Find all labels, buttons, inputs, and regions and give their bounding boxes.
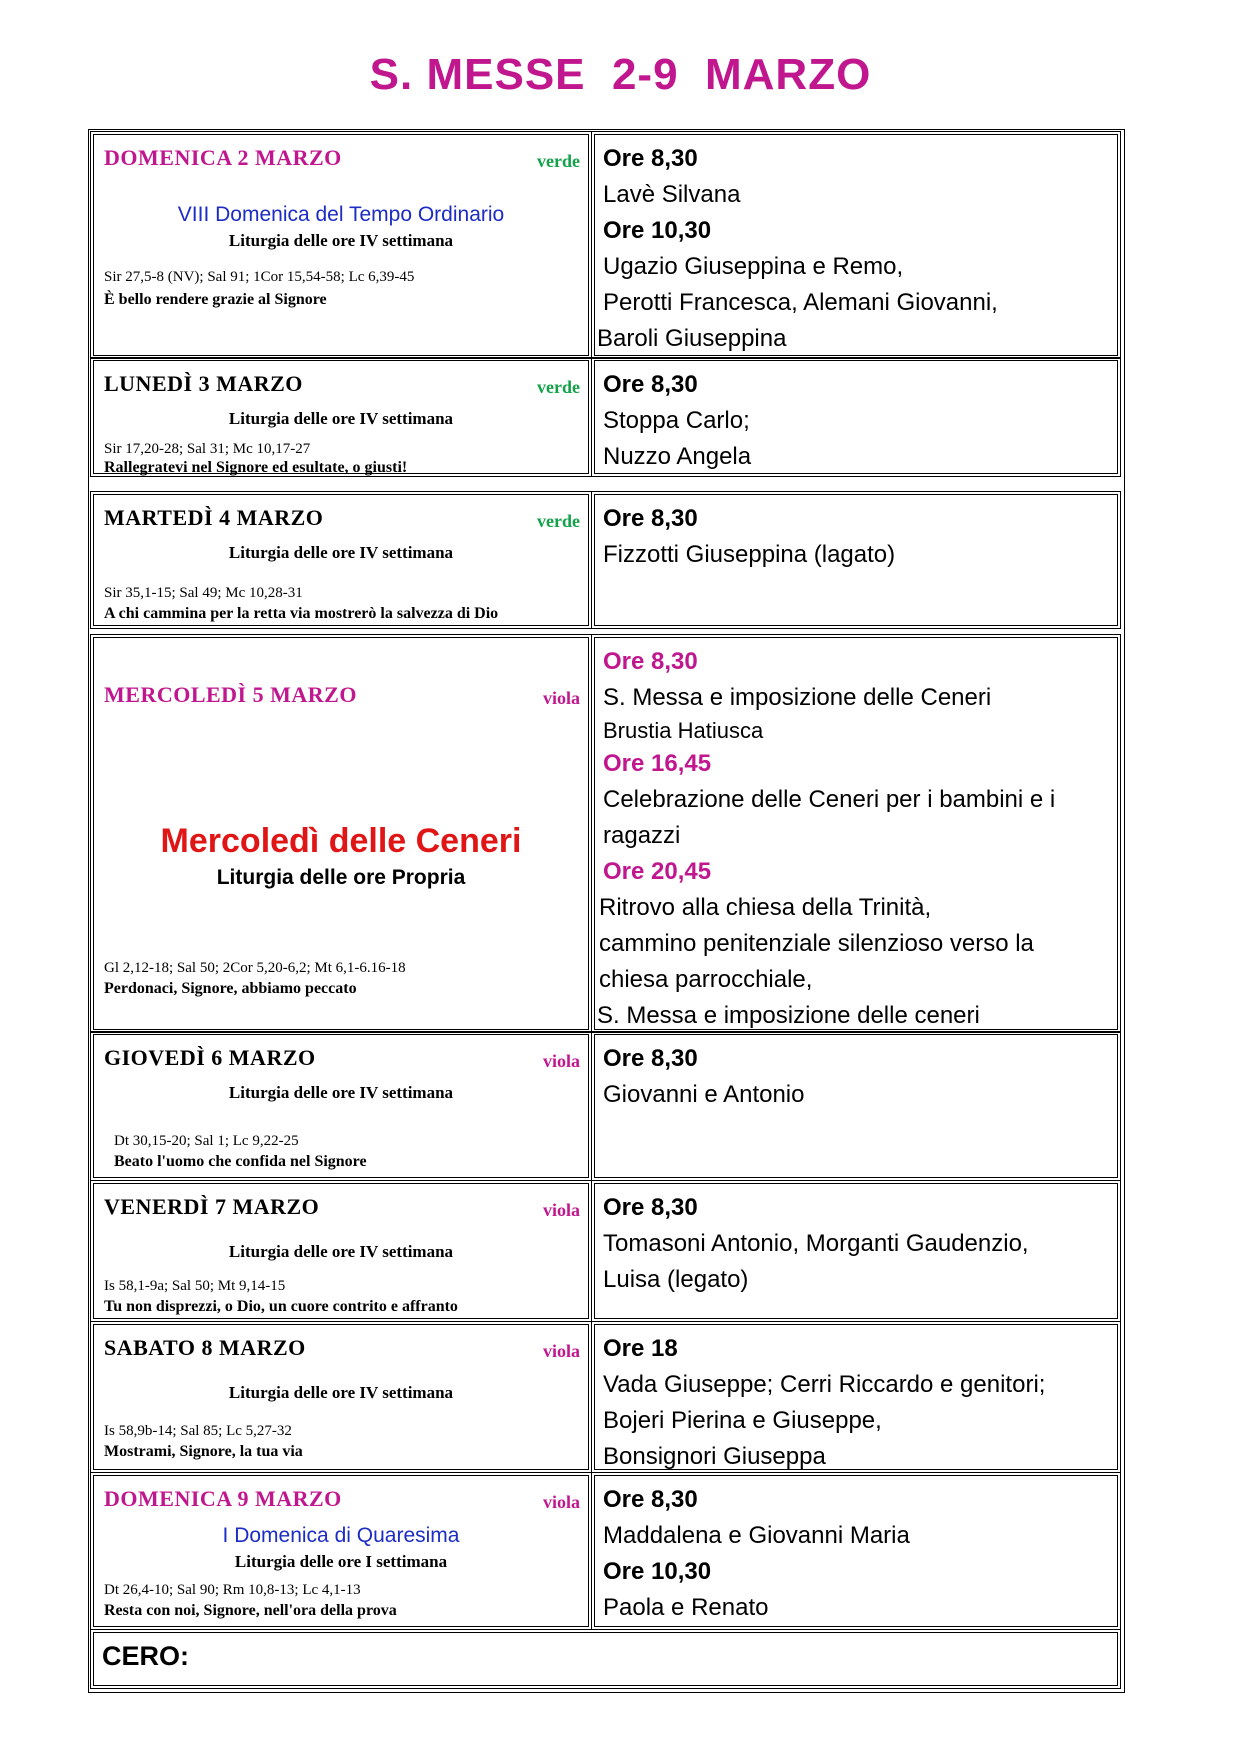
mass-intention: chiesa parrocchiale, (599, 966, 813, 993)
mass-intention: Tomasoni Antonio, Morganti Gaudenzio, (603, 1230, 1029, 1257)
mass-intention: Ugazio Giuseppina e Remo, (603, 253, 904, 280)
mass-intention: ragazzi (603, 822, 681, 849)
day-title: LUNEDÌ 3 MARZO (104, 371, 303, 396)
day-title: DOMENICA 9 MARZO (104, 1486, 342, 1511)
mass-cell-venerdi-7 (594, 1183, 1118, 1319)
mass-intention: Brustia Hatiusca (603, 718, 764, 743)
readings: Sir 35,1-15; Sal 49; Mc 10,28-31 (104, 585, 303, 601)
day-title: MERCOLEDÌ 5 MARZO (104, 682, 357, 707)
psalm-response: Beato l'uomo che confida nel Signore (114, 1153, 367, 1170)
day-title: DOMENICA 2 MARZO (104, 145, 342, 170)
page-title: S. MESSE 2-9 MARZO (369, 50, 872, 99)
mass-intention: Bojeri Pierina e Giuseppe, (603, 1407, 882, 1434)
psalm-response: È bello rendere grazie al Signore (104, 291, 327, 308)
mass-time: Ore 8,30 (603, 1194, 698, 1221)
psalm-response: Rallegratevi nel Signore ed esultate, o giusti! (104, 459, 408, 476)
day-cell-sabato-8 (93, 1324, 589, 1470)
readings: Dt 30,15-20; Sal 1; Lc 9,22-25 (114, 1133, 299, 1149)
mass-intention: Giovanni e Antonio (603, 1081, 805, 1108)
mass-list (597, 644, 1111, 1034)
mass-cell-martedi-4 (594, 494, 1118, 626)
mass-list (603, 1482, 1111, 1626)
psalm-response: Resta con noi, Signore, nell'ora della prova (104, 1602, 397, 1619)
mass-intention: Nuzzo Angela (603, 443, 752, 470)
mass-list (603, 1041, 1111, 1113)
mass-time: Ore 10,30 (603, 217, 712, 244)
mass-time: Ore 8,30 (603, 371, 698, 398)
readings: Sir 17,20-28; Sal 31; Mc 10,17-27 (104, 441, 311, 457)
mass-intention: Fizzotti Giuseppina (lagato) (603, 541, 896, 568)
day-cell-domenica-2 (93, 134, 589, 356)
mass-intention: Ritrovo alla chiesa della Trinità, (599, 894, 932, 921)
psalm-response: Perdonaci, Signore, abbiamo peccato (104, 980, 357, 997)
liturgical-color: viola (542, 1492, 580, 1512)
liturgical-color: viola (542, 1200, 580, 1220)
mass-intention: cammino penitenziale silenzioso verso la (599, 930, 1034, 957)
liturgical-color: viola (542, 688, 580, 708)
mass-time: Ore 18 (603, 1335, 678, 1362)
readings: Gl 2,12-18; Sal 50; 2Cor 5,20-6,2; Mt 6,1-6.16-18 (104, 960, 406, 976)
feast-title: I Domenica di Quaresima (222, 1524, 460, 1547)
psalm-response: Tu non disprezzi, o Dio, un cuore contrito e affranto (104, 1298, 458, 1315)
mass-intention: Celebrazione delle Ceneri per i bambini e i (603, 786, 1056, 813)
day-cell-mercoledi-5 (93, 637, 589, 1030)
mass-cell-lunedi-3 (594, 360, 1118, 474)
feast-title: Mercoledì delle Ceneri (160, 822, 522, 860)
day-cell-martedi-4 (93, 494, 589, 626)
liturgy-hours: Liturgia delle ore IV settimana (228, 409, 454, 428)
mass-time: Ore 20,45 (603, 858, 712, 885)
cero-label: CERO: (102, 1641, 189, 1671)
mass-cell-giovedi-6 (594, 1034, 1118, 1178)
day-title: SABATO 8 MARZO (104, 1335, 306, 1360)
mass-intention: Perotti Francesca, Alemani Giovanni, (603, 289, 998, 316)
day-title: GIOVEDÌ 6 MARZO (104, 1045, 316, 1070)
mass-intention: S. Messa e imposizione delle ceneri (597, 1002, 980, 1029)
mass-intention: Maddalena e Giovanni Maria (603, 1522, 910, 1549)
liturgical-color: viola (542, 1051, 580, 1071)
psalm-response: A chi cammina per la retta via mostrerò la salvezza di Dio (104, 605, 499, 622)
mass-time: Ore 8,30 (603, 1486, 698, 1513)
mass-intention: S. Messa e imposizione delle Ceneri (603, 684, 992, 711)
mass-cell-mercoledi-5 (594, 637, 1118, 1030)
mass-time: Ore 10,30 (603, 1558, 712, 1585)
mass-time: Ore 16,45 (603, 750, 712, 777)
liturgy-hours: Liturgia delle ore IV settimana (228, 231, 454, 250)
day-cell-lunedi-3 (93, 360, 589, 474)
liturgy-hours: Liturgia delle ore IV settimana (228, 543, 454, 562)
cero-cell (93, 1632, 1118, 1686)
mass-cell-domenica-9 (594, 1475, 1118, 1627)
day-cell-venerdi-7 (93, 1183, 589, 1319)
mass-cell-sabato-8 (594, 1324, 1118, 1470)
liturgical-color: verde (537, 511, 580, 531)
liturgy-hours: Liturgia delle ore IV settimana (228, 1242, 454, 1261)
mass-intention: Lavè Silvana (603, 181, 741, 208)
psalm-response: Mostrami, Signore, la tua via (104, 1443, 303, 1460)
mass-list (603, 1190, 1111, 1298)
mass-intention: Luisa (legato) (603, 1266, 749, 1293)
liturgical-color: verde (537, 377, 580, 397)
day-title: MARTEDÌ 4 MARZO (104, 505, 324, 530)
mass-intention: Bonsignori Giuseppa (603, 1443, 826, 1470)
mass-list (597, 141, 1111, 357)
readings: Dt 26,4-10; Sal 90; Rm 10,8-13; Lc 4,1-13 (104, 1582, 361, 1598)
mass-intention: Baroli Giuseppina (597, 325, 787, 352)
mass-list (603, 367, 1111, 475)
liturgy-hours: Liturgia delle ore IV settimana (228, 1383, 454, 1402)
mass-intention: Vada Giuseppe; Cerri Riccardo e genitori; (603, 1371, 1046, 1398)
schedule-table (88, 129, 1125, 1693)
mass-time: Ore 8,30 (603, 145, 698, 172)
mass-time: Ore 8,30 (603, 1045, 698, 1072)
liturgy-hours: Liturgia delle ore IV settimana (228, 1083, 454, 1102)
mass-list (603, 501, 1111, 573)
readings: Is 58,1-9a; Sal 50; Mt 9,14-15 (104, 1278, 286, 1294)
readings: Sir 27,5-8 (NV); Sal 91; 1Cor 15,54-58; Lc 6,39-45 (104, 269, 415, 285)
mass-list (603, 1331, 1111, 1475)
liturgical-color: viola (542, 1341, 580, 1361)
mass-time: Ore 8,30 (603, 505, 698, 532)
mass-intention: Stoppa Carlo; (603, 407, 750, 434)
feast-title: VIII Domenica del Tempo Ordinario (177, 203, 505, 226)
readings: Is 58,9b-14; Sal 85; Lc 5,27-32 (104, 1423, 292, 1439)
day-cell-giovedi-6 (93, 1034, 589, 1178)
liturgical-color: verde (537, 151, 580, 171)
liturgy-hours: Liturgia delle ore Propria (216, 866, 466, 889)
day-title: VENERDÌ 7 MARZO (104, 1194, 320, 1219)
day-cell-domenica-9 (93, 1475, 589, 1627)
mass-cell-domenica-2 (594, 134, 1118, 356)
mass-time: Ore 8,30 (603, 648, 698, 675)
mass-intention: Paola e Renato (603, 1594, 769, 1621)
liturgy-hours: Liturgia delle ore I settimana (234, 1552, 448, 1571)
